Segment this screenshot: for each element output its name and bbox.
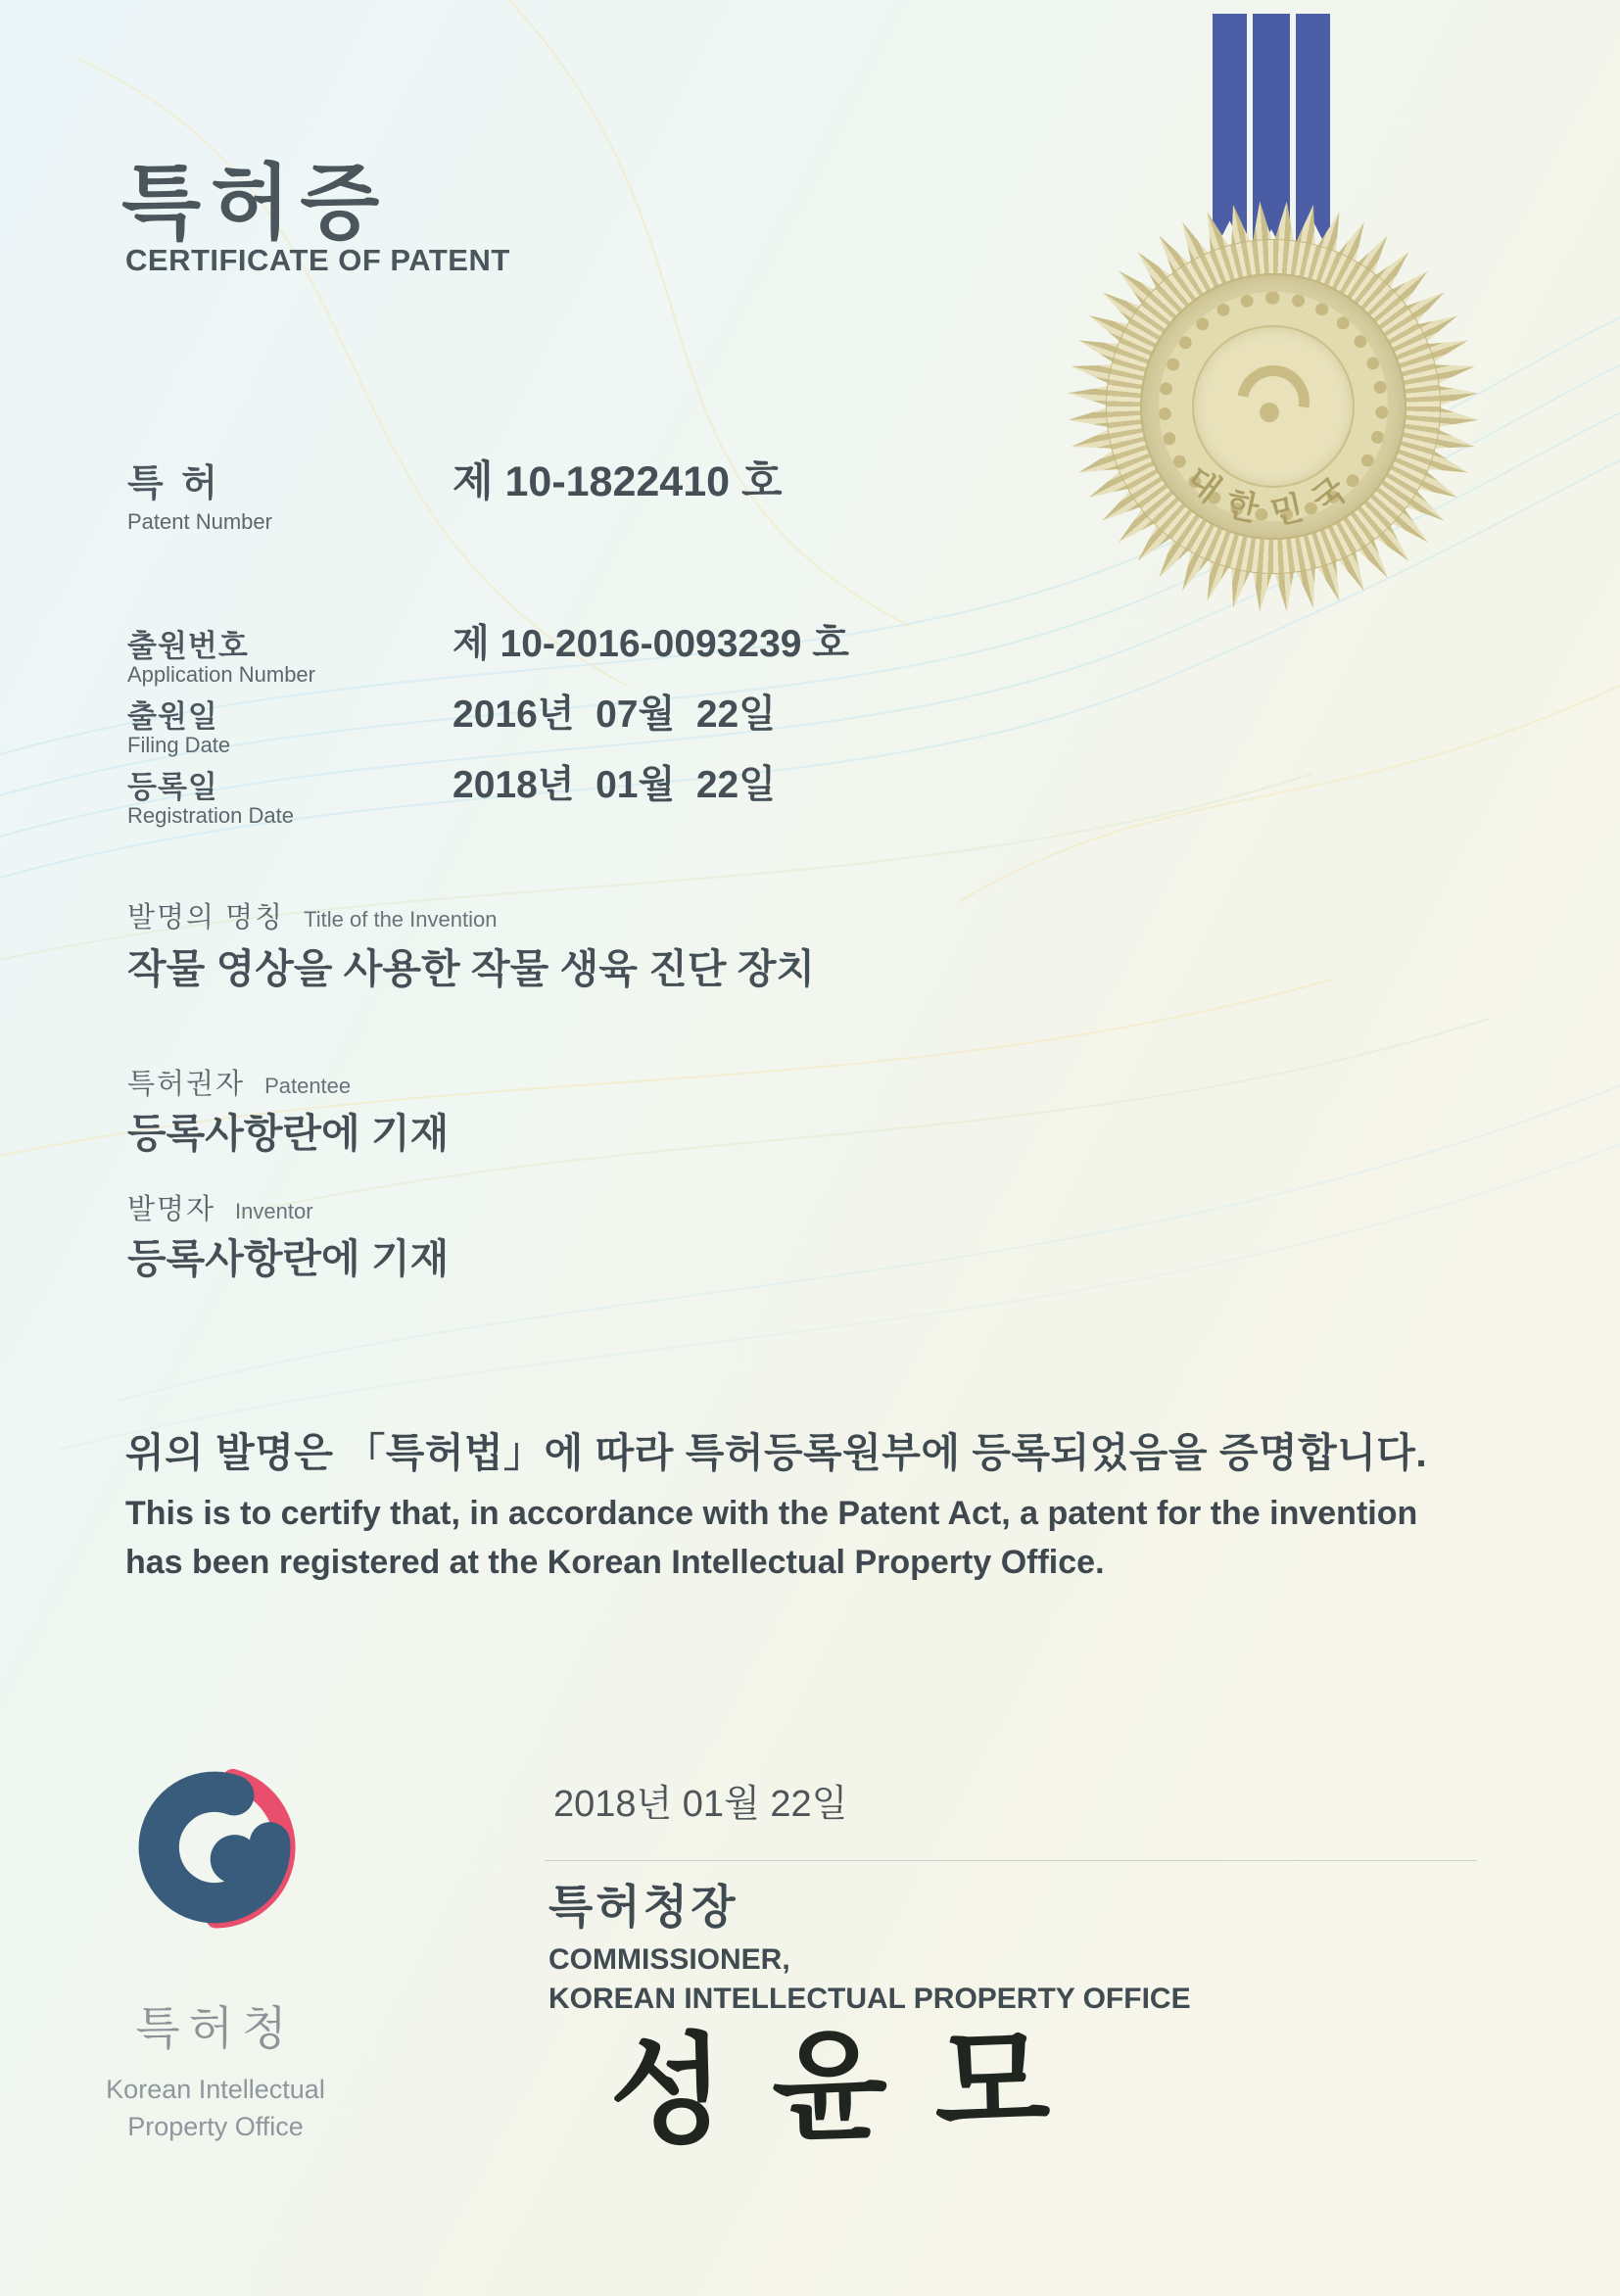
kipo-logo-icon bbox=[130, 1763, 299, 1932]
application-number-value: 제 10-2016-0093239 호 bbox=[453, 623, 849, 665]
patentee-value: 등록사항란에 기재 bbox=[127, 1111, 450, 1156]
certification-statement-korean: 위의 발명은 「특허법」에 따라 특허등록원부에 등록되었음을 증명합니다. bbox=[125, 1430, 1428, 1475]
inventor-value: 등록사항란에 기재 bbox=[127, 1236, 450, 1281]
inventor-label-english: Inventor bbox=[235, 1199, 313, 1223]
filing-date-label-korean: 출원일 bbox=[127, 699, 218, 734]
certification-statement-english-line1: This is to certify that, in accordance with the Patent Act, a patent for the invention bbox=[125, 1495, 1418, 1532]
certificate-title-english: CERTIFICATE OF PATENT bbox=[125, 243, 510, 277]
invention-title-value: 작물 영상을 사용한 작물 생육 진단 장치 bbox=[127, 946, 816, 991]
patent-label-english: Patent Number bbox=[127, 509, 272, 534]
invention-title-label-korean: 발명의 명칭 bbox=[127, 902, 285, 933]
application-number-label-korean: 출원번호 bbox=[127, 629, 249, 663]
patentee-label-korean: 특허권자 bbox=[127, 1069, 246, 1100]
date-underline bbox=[545, 1860, 1477, 1861]
invention-title-label-row bbox=[127, 895, 497, 935]
svg-text:대한민국: 대한민국 bbox=[1178, 459, 1368, 533]
commissioner-title-english-line2: KOREAN INTELLECTUAL PROPERTY OFFICE bbox=[548, 1983, 1191, 2015]
application-number-label-english: Application Number bbox=[127, 662, 315, 687]
patentee-label-english: Patentee bbox=[264, 1074, 352, 1098]
certificate-title-korean: 특허증 bbox=[121, 157, 390, 249]
registration-date-value: 2018년 01월 22일 bbox=[453, 764, 776, 806]
kipo-name-english-line2: Property Office bbox=[127, 2112, 304, 2141]
patent-label-korean: 특 허 bbox=[127, 463, 221, 504]
gold-seal-medal bbox=[1068, 201, 1479, 612]
issue-date: 2018년 01월 22일 bbox=[553, 1784, 848, 1825]
registration-date-label-english: Registration Date bbox=[127, 803, 294, 828]
commissioner-title-korean: 특허청장 bbox=[548, 1881, 739, 1933]
kipo-name-korean: 특허청 bbox=[135, 2002, 296, 2054]
medal-seal-text bbox=[1068, 201, 1479, 612]
commissioner-title-english-line1: COMMISSIONER, bbox=[548, 1943, 790, 1976]
patent-number-value: 제 10-1822410 호 bbox=[453, 458, 783, 505]
inventor-label-row bbox=[127, 1187, 313, 1227]
commissioner-signature: 성윤모 bbox=[607, 2013, 1099, 2160]
inventor-label-korean: 발명자 bbox=[127, 1194, 216, 1225]
filing-date-label-english: Filing Date bbox=[127, 733, 231, 757]
registration-date-label-korean: 등록일 bbox=[127, 770, 218, 804]
kipo-name-english-line1: Korean Intellectual bbox=[106, 2075, 325, 2104]
filing-date-value: 2016년 07월 22일 bbox=[453, 694, 776, 736]
patentee-label-row bbox=[127, 1062, 351, 1102]
invention-title-label-english: Title of the Invention bbox=[304, 907, 498, 932]
certification-statement-english-line2: has been registered at the Korean Intellectual Property Office. bbox=[125, 1544, 1105, 1581]
